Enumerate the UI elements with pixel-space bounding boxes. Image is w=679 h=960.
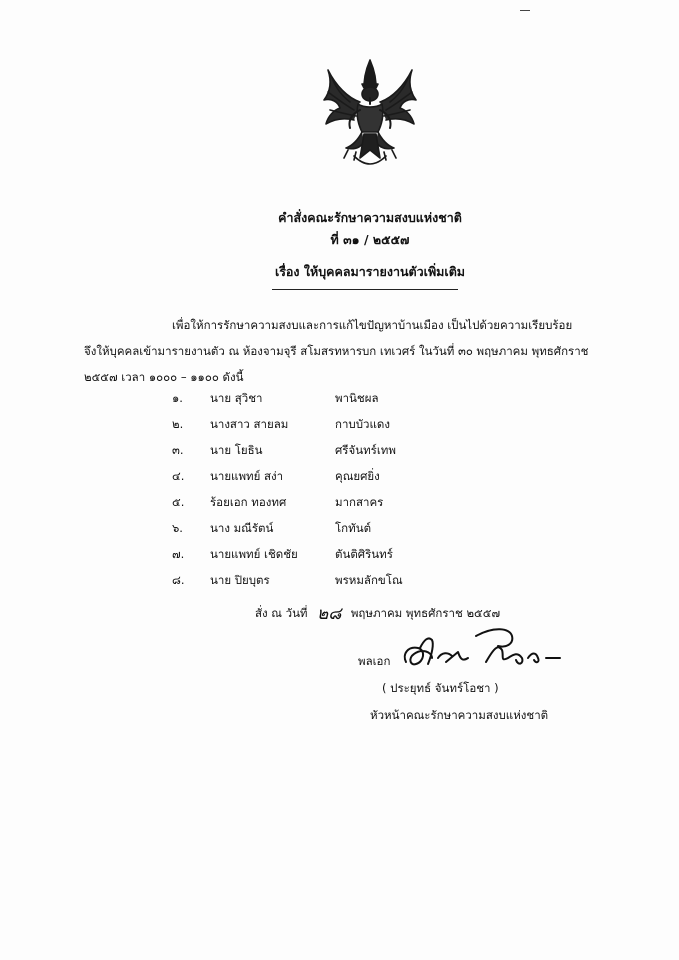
person-family-name: มากสาคร — [335, 495, 384, 509]
order-title: คำสั่งคณะรักษาความสงบแห่งชาติ — [278, 210, 462, 225]
person-family-name: ศรีจันทร์เทพ — [335, 443, 396, 457]
person-family-name: ตันติศิรินทร์ — [335, 547, 393, 561]
person-list — [0, 386, 679, 594]
person-family-name: คุณยศยิ่ง — [335, 469, 380, 483]
item-number: ๗. — [172, 547, 185, 561]
item-number: ๘. — [172, 573, 185, 587]
garuda-emblem-icon — [318, 58, 422, 166]
list-item — [0, 542, 679, 568]
person-family-name: โกทันต์ — [335, 521, 372, 535]
person-family-name: กาบบัวแดง — [335, 417, 390, 431]
item-number: ๑. — [172, 391, 183, 405]
person-given-name: นาง มณีรัตน์ — [210, 521, 274, 535]
person-given-name: นางสาว สายลม — [210, 417, 289, 431]
person-family-name: พรหมลักขโณ — [335, 573, 403, 587]
item-number: ๖. — [172, 521, 183, 535]
person-family-name: พานิชผล — [335, 391, 379, 405]
handwritten-signature — [398, 618, 568, 676]
subject-underline — [272, 289, 458, 290]
signer-name: ( ประยุทธ์ จันทร์โอชา ) — [382, 681, 499, 695]
body-paragraph-line-3: ๒๕๕๗ เวลา ๑๐๐๐ – ๑๑๐๐ ดังนี้ — [84, 370, 244, 384]
person-given-name: นาย โยธิน — [210, 443, 263, 457]
body-paragraph-line-2: จึงให้บุคคลเข้ามารายงานตัว ณ ห้องจามจุรี สโมสรทหารบก เทเวศร์ ในวันที่ ๓๐ พฤษภาคม พุทธศักราช — [84, 344, 589, 358]
scan-mark — [520, 10, 530, 11]
person-given-name: นาย สุวิชา — [210, 391, 263, 405]
item-number: ๕. — [172, 495, 185, 509]
order-subject: เรื่อง ให้บุคคลมารายงานตัวเพิ่มเติม — [274, 264, 466, 279]
person-given-name: ร้อยเอก ทองทศ — [210, 495, 287, 509]
list-item — [0, 568, 679, 594]
list-item — [0, 464, 679, 490]
body-paragraph-line-1: เพื่อให้การรักษาความสงบและการแก้ไขปัญหาบ้านเมือง เป็นไปด้วยความเรียบร้อย — [172, 318, 573, 332]
order-number: ที่ ๓๑ / ๒๕๕๗ — [330, 232, 410, 247]
date-prefix: สั่ง ณ วันที่ — [255, 606, 308, 620]
list-item — [0, 490, 679, 516]
item-number: ๒. — [172, 417, 184, 431]
list-item — [0, 386, 679, 412]
handwritten-day: ๒๘ — [317, 604, 342, 624]
date-suffix: พฤษภาคม พุทธศักราช ๒๕๕๗ — [350, 606, 501, 620]
person-given-name: นายแพทย์ สง่า — [210, 469, 284, 483]
person-given-name: นายแพทย์ เชิดชัย — [210, 547, 298, 561]
list-item — [0, 516, 679, 542]
signer-position: หัวหน้าคณะรักษาความสงบแห่งชาติ — [370, 708, 549, 722]
item-number: ๔. — [172, 469, 185, 483]
signer-rank: พลเอก — [358, 654, 391, 668]
list-item — [0, 438, 679, 464]
item-number: ๓. — [172, 443, 184, 457]
person-given-name: นาย ปิยบุตร — [210, 573, 270, 587]
list-item — [0, 412, 679, 438]
